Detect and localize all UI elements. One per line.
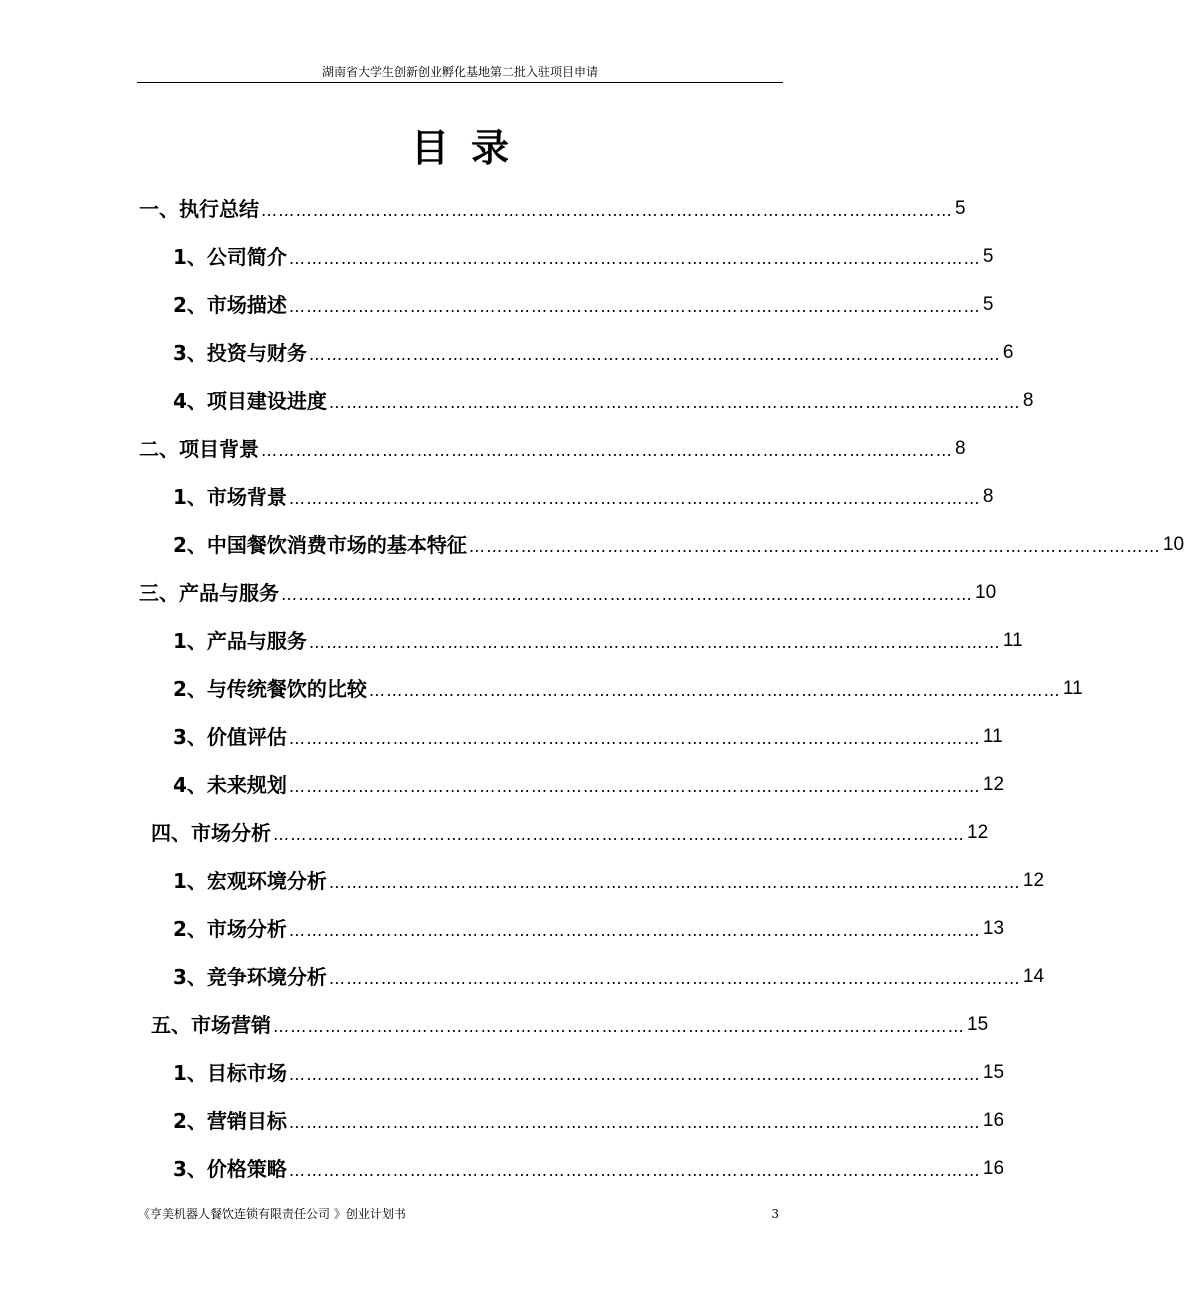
toc-page-number: 5	[955, 198, 966, 219]
toc-entry-label: 3、价格策略	[173, 1157, 287, 1181]
toc-entry-label: 4、项目建设进度	[173, 389, 327, 413]
toc-page-number: 16	[982, 1158, 1005, 1179]
toc-page-number: 12	[967, 822, 989, 843]
toc-entry-label: 1、目标市场	[173, 1061, 287, 1085]
toc-entry[interactable]	[173, 1106, 1005, 1136]
toc-entry-label: 2、市场描述	[173, 293, 287, 317]
toc-page-number: 15	[982, 1062, 1005, 1083]
toc-entry-label: 1、产品与服务	[173, 629, 307, 653]
toc-leader-dots: …………………………………………………………………………………………………………	[273, 825, 965, 844]
toc-leader-dots: …………………………………………………………………………………………………………	[261, 441, 953, 460]
toc-entry-label: 一、执行总结	[139, 197, 259, 221]
toc-entry-label: 五、市场营销	[151, 1013, 271, 1037]
toc-entry[interactable]	[173, 722, 1003, 752]
toc-leader-dots: …………………………………………………………………………………………………………	[288, 489, 981, 508]
toc-page-number: 5	[982, 294, 994, 315]
toc-leader-dots: …………………………………………………………………………………………………………	[308, 633, 1001, 652]
toc-leader-dots: …………………………………………………………………………………………………………	[288, 777, 981, 796]
toc-page-number: 13	[982, 918, 1005, 939]
toc-entry-label: 1、公司简介	[173, 245, 287, 269]
toc-leader-dots: …………………………………………………………………………………………………………	[273, 1017, 965, 1036]
toc-entry[interactable]	[139, 434, 966, 464]
toc-entry[interactable]	[173, 242, 994, 272]
toc-entry-label: 1、市场背景	[173, 485, 287, 509]
page-title: 目录	[410, 126, 531, 170]
toc-entry[interactable]	[139, 578, 997, 608]
toc-page-number: 11	[1002, 630, 1023, 651]
toc-leader-dots: …………………………………………………………………………………………………………	[288, 921, 981, 940]
toc-entry-label: 四、市场分析	[151, 821, 271, 845]
toc-page-number: 8	[1022, 390, 1034, 411]
toc-entry[interactable]	[173, 1154, 1005, 1184]
toc-leader-dots: …………………………………………………………………………………………………………	[308, 345, 1001, 364]
toc-page-number: 10	[1162, 534, 1184, 555]
toc-leader-dots: …………………………………………………………………………………………………………	[281, 585, 973, 604]
toc-leader-dots: …………………………………………………………………………………………………………	[328, 969, 1021, 988]
toc-entry[interactable]	[173, 914, 1005, 944]
toc-page-number: 8	[955, 438, 966, 459]
page-footer-text: 《亨美机器人餐饮连锁有限责任公司 》创业计划书	[138, 1207, 406, 1221]
toc-leader-dots: …………………………………………………………………………………………………………	[328, 873, 1021, 892]
toc-entry-label: 4、未来规划	[173, 773, 287, 797]
page-footer-number: 3	[771, 1207, 779, 1221]
page-header: 湖南省大学生创新创业孵化基地第二批入驻项目申请	[321, 65, 598, 79]
toc-entry-label: 二、项目背景	[139, 437, 259, 461]
toc-page-number: 10	[975, 582, 997, 603]
toc-leader-dots: …………………………………………………………………………………………………………	[288, 1065, 981, 1084]
toc-page-number: 8	[982, 486, 994, 507]
toc-page-number: 11	[982, 726, 1003, 747]
toc-entry[interactable]	[173, 290, 994, 320]
toc-entry[interactable]	[173, 386, 1034, 416]
toc-entry[interactable]	[173, 1058, 1005, 1088]
toc-entry[interactable]	[173, 626, 1023, 656]
toc-entry[interactable]	[173, 962, 1045, 992]
toc-entry-label: 3、价值评估	[173, 725, 287, 749]
toc-entry[interactable]	[173, 530, 1184, 560]
toc-leader-dots: …………………………………………………………………………………………………………	[261, 201, 953, 220]
toc-entry[interactable]	[173, 338, 1014, 368]
toc-entry-label: 2、与传统餐饮的比较	[173, 677, 367, 701]
toc-entry-label: 3、竞争环境分析	[173, 965, 327, 989]
toc-entry-label: 1、宏观环境分析	[173, 869, 327, 893]
toc-entry-label: 2、中国餐饮消费市场的基本特征	[173, 533, 467, 557]
toc-page-number: 14	[1022, 966, 1045, 987]
toc-leader-dots: …………………………………………………………………………………………………………	[288, 1161, 981, 1180]
toc-entry-label: 三、产品与服务	[139, 581, 279, 605]
toc-entry[interactable]	[151, 1010, 989, 1040]
toc-leader-dots: …………………………………………………………………………………………………………	[328, 393, 1021, 412]
toc-page-number: 6	[1002, 342, 1014, 363]
toc-leader-dots: …………………………………………………………………………………………………………	[468, 537, 1161, 556]
toc-leader-dots: …………………………………………………………………………………………………………	[288, 297, 981, 316]
toc-entry-label: 2、营销目标	[173, 1109, 287, 1133]
toc-leader-dots: …………………………………………………………………………………………………………	[288, 729, 981, 748]
toc-entry[interactable]	[173, 770, 1005, 800]
toc-leader-dots: …………………………………………………………………………………………………………	[288, 1113, 981, 1132]
toc-entry[interactable]	[173, 482, 994, 512]
toc-entry[interactable]	[139, 194, 966, 224]
toc-page-number: 5	[982, 246, 994, 267]
toc-entry-label: 2、市场分析	[173, 917, 287, 941]
toc-page-number: 11	[1062, 678, 1083, 699]
toc-entry-label: 3、投资与财务	[173, 341, 307, 365]
toc-page-number: 12	[982, 774, 1005, 795]
toc-leader-dots: …………………………………………………………………………………………………………	[288, 249, 981, 268]
toc-leader-dots: …………………………………………………………………………………………………………	[368, 681, 1061, 700]
toc-entry[interactable]	[151, 818, 989, 848]
toc-page-number: 16	[982, 1110, 1005, 1131]
toc-page-number: 12	[1022, 870, 1045, 891]
toc-entry[interactable]	[173, 674, 1083, 704]
toc-page-number: 15	[967, 1014, 989, 1035]
toc-entry[interactable]	[173, 866, 1045, 896]
